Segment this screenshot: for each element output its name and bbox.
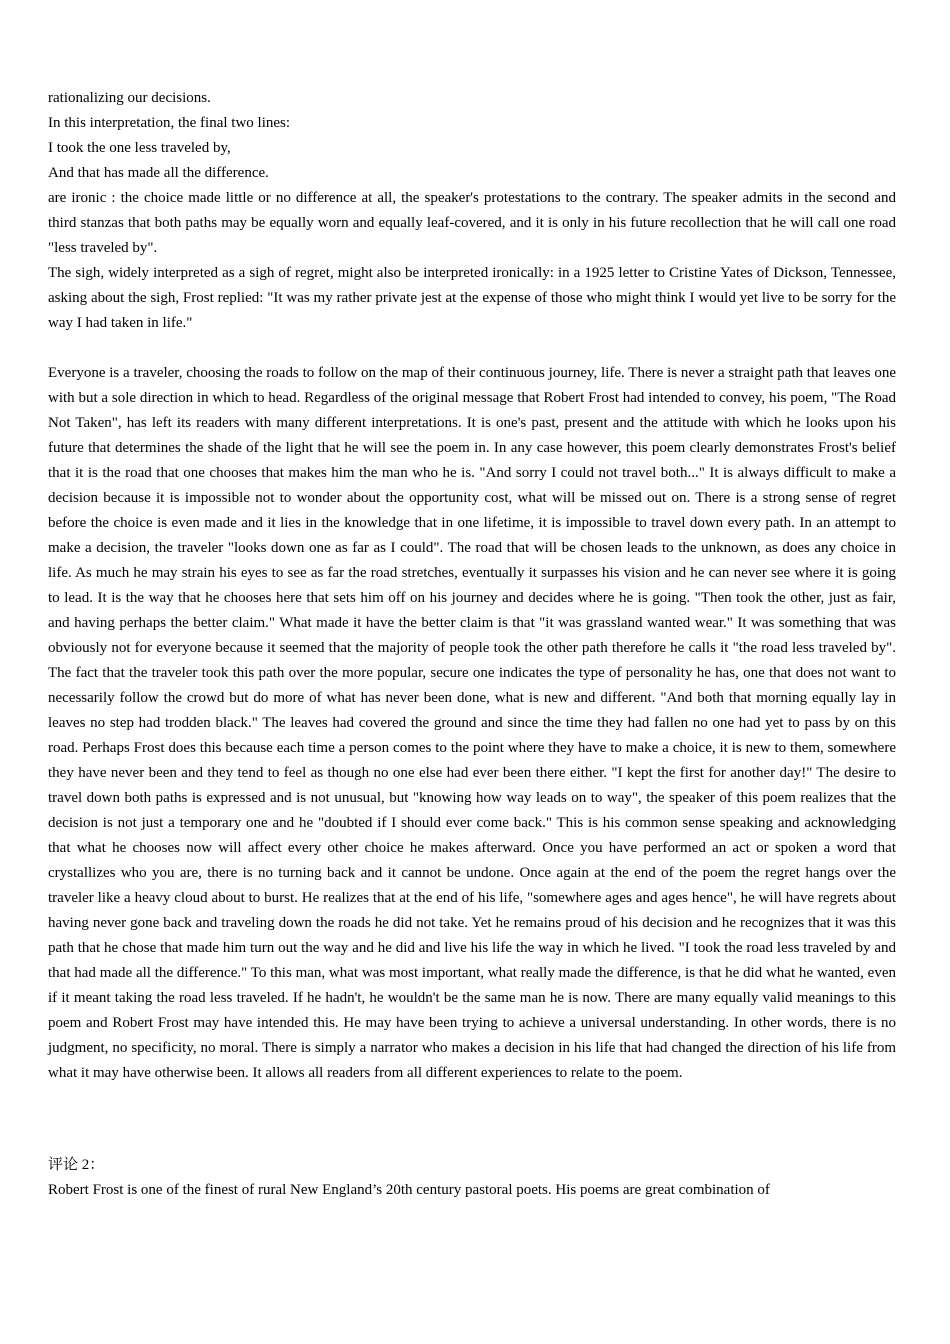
paragraph-frost: Robert Frost is one of the finest of rural New England’s 20th century pastoral poets. His poems are great combination of <box>48 1182 770 1198</box>
paragraph-sigh: The sigh, widely interpreted as a sigh of regret, might also be interpreted ironically: in a 1925 letter to Cristine Yates of Dickson, Tennessee, asking about the sigh, Frost replied: "It was my rather private jest at the expense of those who might think I would yet live to be sorry for the way I had taken in life." <box>48 265 896 331</box>
section-heading: 评论 2： <box>48 1157 105 1173</box>
quoted-poem-line: I took the one less traveled by, <box>48 140 231 156</box>
paragraph-spacer <box>48 336 896 361</box>
paragraph-ironic: are ironic : the choice made little or no difference at all, the speaker's protestations to the contrary. The speaker admits in the second and third stanzas that both paths may be equally worn and equally leaf-covered, and it is only in his future recollection that he will call one road "less traveled by". <box>48 190 896 256</box>
intro-line: In this interpretation, the final two lines: <box>48 115 291 131</box>
intro-line: rationalizing our decisions. <box>48 90 211 106</box>
section-spacer <box>48 1086 896 1153</box>
document-page <box>48 86 896 1203</box>
paragraph-traveler: Everyone is a traveler, choosing the roads to follow on the map of their continuous journey, life. There is never a straight path that leaves one with but a sole direction in which to head. Regardless of the original message that Robert Frost had intended to convey, his poem, "The Road Not Taken", has left its readers with many different interpretations. It is one's past, present and the attitude with which he looks upon his future that determines the shade of the light that he will see the poem in. In any case however, this poem clearly demonstrates Frost's belief that it is the road that one chooses that makes him the man who he is. "And sorry I could not travel both..." It is always difficult to make a decision because it is impossible not to wonder about the opportunity cost, what will be missed out on. There is a strong sense of regret before the choice is even made and it lies in the knowledge that in one lifetime, it is impossible to travel down every path. In an attempt to make a decision, the traveler "looks down one as far as I could". The road that will be chosen leads to the unknown, as does any choice in life. As much he may strain his eyes to see as far the road stretches, eventually it surpasses his vision and he can never see where it is going to lead. It is the way that he chooses here that sets him off on his journey and decides where he is going. "Then took the other, just as fair, and having perhaps the better claim." What made it have the better claim is that "it was grassland wanted wear." It was something that was obviously not for everyone because it seemed that the majority of people took the other path therefore he calls it "the road less traveled by". The fact that the traveler took this path over the more popular, secure one indicates the type of personality he has, one that does not want to necessarily follow the crowd but do more of what has never been done, what is new and different. "And both that morning equally lay in leaves no step had trodden black." The leaves had covered the ground and since the time they had fallen no one had yet to pass by on this road. Perhaps Frost does this because each time a person comes to the point where they have to make a choice, it is new to them, somewhere they have never been and they tend to feel as though no one else had ever been there either. "I kept the first for another day!" The desire to travel down both paths is expressed and is not unusual, but "knowing how way leads on to way", the speaker of this poem realizes that the decision is not just a temporary one and he "doubted if I should ever come back." This is his common sense speaking and acknowledging that what he chooses now will affect every other choice he makes afterward. Once you have performed an act or spoken a word that crystallizes who you are, there is no turning back and it cannot be undone. Once again at the end of the poem the regret hangs over the traveler like a heavy cloud about to burst. He realizes that at the end of his life, "somewhere ages and ages hence", he will have regrets about having never gone back and traveling down the roads he did not take. Yet he remains proud of his decision and he recognizes that it was this path that he chose that made him turn out the way and he did and live his life the way in which he lived. "I took the road less traveled by and that had made all the difference." To this man, what was most important, what really made the difference, is that he did what he wanted, even if it meant taking the road less traveled. If he hadn't, he wouldn't be the same man he is now. There are many equally valid meanings to this poem and Robert Frost may have intended this. He may have been trying to achieve a universal understanding. In other words, there is no judgment, no specificity, no moral. There is simply a narrator who makes a decision in his life that had changed the direction of his life from what it may have otherwise been. It allows all readers from all different experiences to relate to the poem. <box>48 365 896 1081</box>
quoted-poem-line: And that has made all the difference. <box>48 165 269 181</box>
